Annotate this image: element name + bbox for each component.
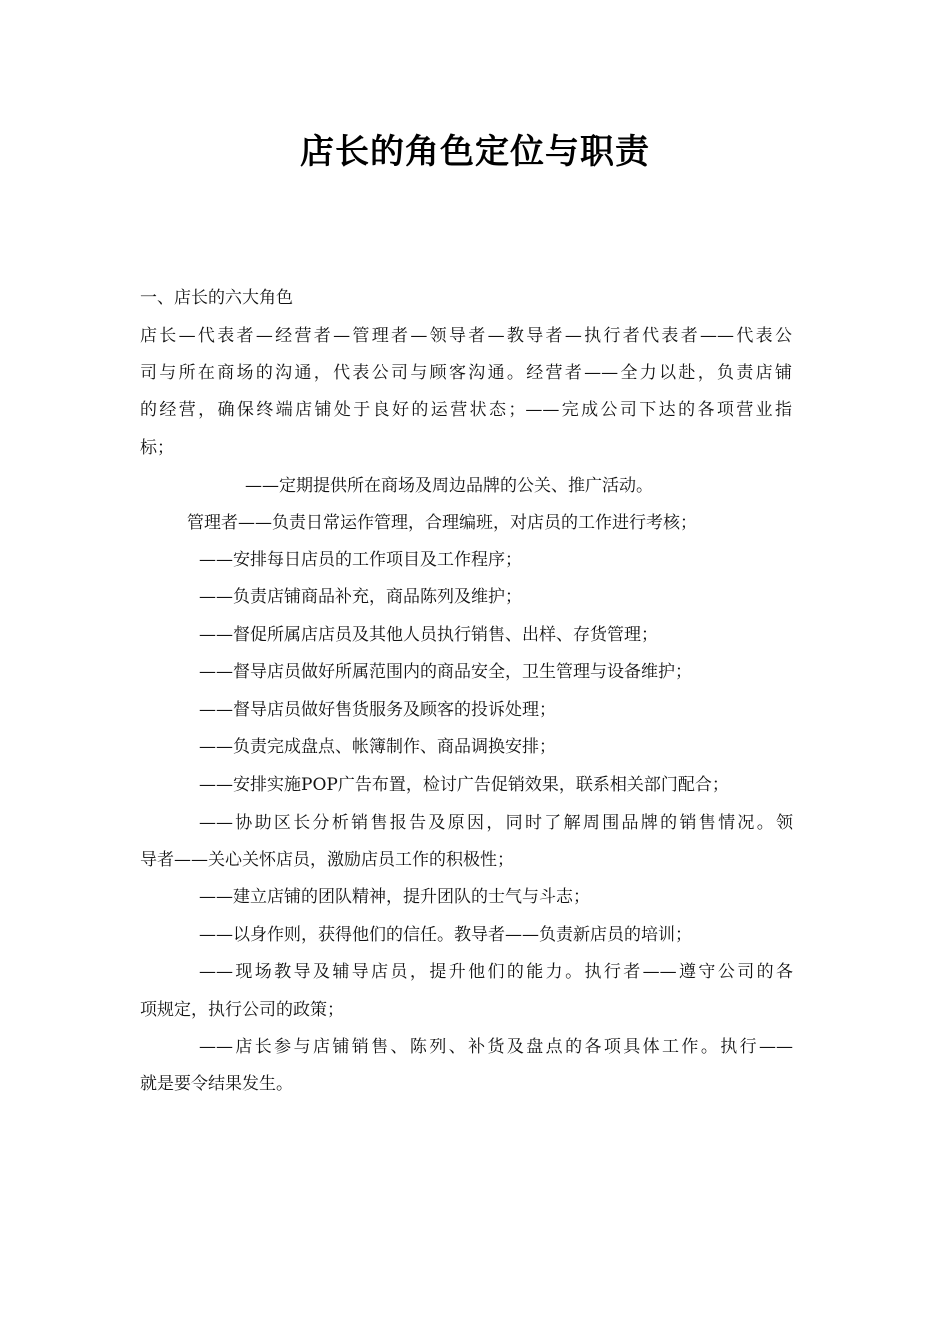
paragraph-line-11: ——督导店员做好售货服务及顾客的投诉处理； bbox=[199, 700, 556, 720]
document-title: 店长的角色定位与职责 bbox=[300, 132, 650, 172]
paragraph-line-2: 司与所在商场的沟通，代表公司与顾客沟通。经营者——全力以赴，负责店铺 bbox=[140, 363, 792, 383]
paragraph-line-9: ——督促所属店店员及其他人员执行销售、出样、存货管理； bbox=[199, 625, 658, 645]
paragraph-line-15: 导者——关心关怀店员，激励店员工作的积极性； bbox=[140, 850, 514, 870]
paragraph-line-6: 管理者——负责日常运作管理，合理编班，对店员的工作进行考核； bbox=[187, 513, 697, 533]
paragraph-line-5: ——定期提供所在商场及周边品牌的公关、推广活动。 bbox=[245, 476, 653, 496]
paragraph-line-21: 就是要令结果发生。 bbox=[140, 1074, 293, 1094]
paragraph-line-7: ——安排每日店员的工作项目及工作程序； bbox=[199, 550, 522, 570]
paragraph-line-12: ——负责完成盘点、帐簿制作、商品调换安排； bbox=[199, 737, 556, 757]
paragraph-line-16: ——建立店铺的团队精神，提升团队的士气与斗志； bbox=[199, 887, 590, 907]
paragraph-line-14: ——协助区长分析销售报告及原因，同时了解周围品牌的销售情况。领 bbox=[199, 813, 793, 833]
paragraph-line-19: 项规定，执行公司的政策； bbox=[140, 1000, 344, 1020]
paragraph-line-17: ——以身作则，获得他们的信任。教导者——负责新店员的培训； bbox=[199, 925, 692, 945]
paragraph-line-4: 标； bbox=[140, 438, 174, 458]
paragraph-line-20: ——店长参与店铺销售、陈列、补货及盘点的各项具体工作。执行—— bbox=[199, 1037, 793, 1057]
paragraph-line-13: ——安排实施POP广告布置，检讨广告促销效果，联系相关部门配合； bbox=[199, 775, 729, 795]
paragraph-line-18: ——现场教导及辅导店员，提升他们的能力。执行者——遵守公司的各 bbox=[199, 962, 793, 982]
paragraph-line-3: 的经营，确保终端店铺处于良好的运营状态；——完成公司下达的各项营业指 bbox=[140, 400, 792, 420]
paragraph-line-8: ——负责店铺商品补充，商品陈列及维护； bbox=[199, 587, 522, 607]
section-heading: 一、店长的六大角色 bbox=[140, 288, 293, 308]
paragraph-line-1: 店长—代表者—经营者—管理者—领导者—教导者—执行者代表者——代表公 bbox=[140, 326, 792, 346]
paragraph-line-10: ——督导店员做好所属范围内的商品安全，卫生管理与设备维护； bbox=[199, 662, 692, 682]
